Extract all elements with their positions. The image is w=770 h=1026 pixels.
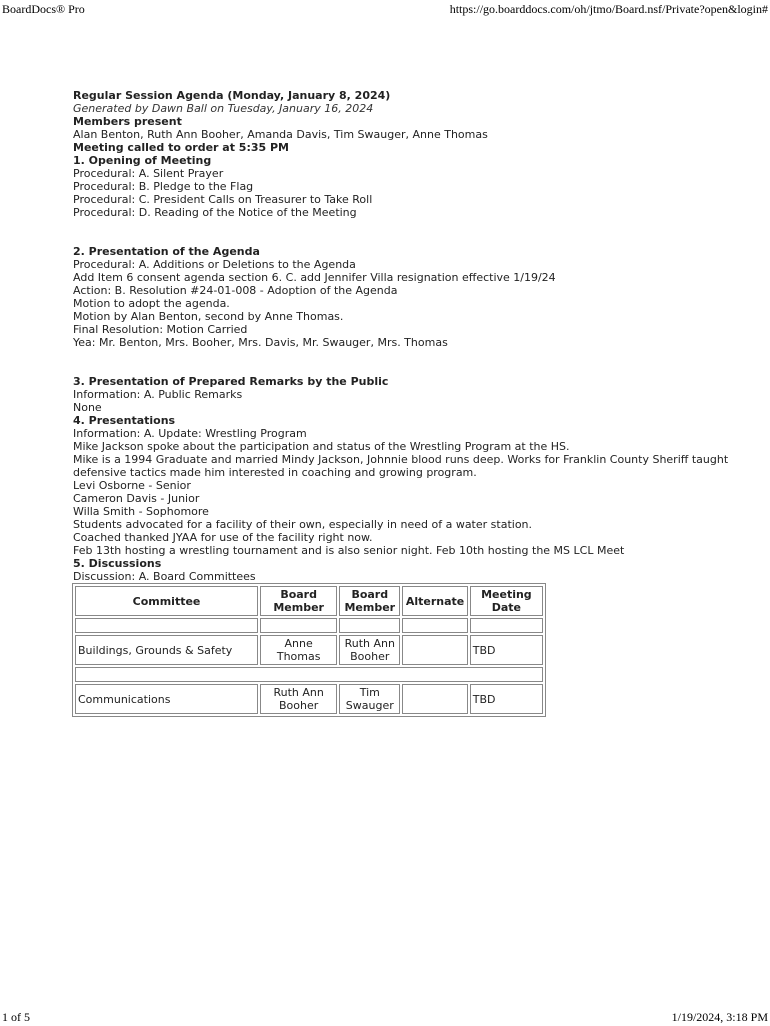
yea-votes: Yea: Mr. Benton, Mrs. Booher, Mrs. Davis, Mr. Swauger, Mrs. Thomas <box>73 336 448 349</box>
agenda-item: Procedural: C. President Calls on Treasurer to Take Roll <box>73 193 373 206</box>
print-header-url: https://go.boarddocs.com/oh/jtmo/Board.nsf/Private?open&login# <box>449 2 768 16</box>
agenda-item-note: Add Item 6 consent agenda section 6. C. add Jennifer Villa resignation effective 1/19/24 <box>73 271 556 284</box>
section-2-title: 2. Presentation of the Agenda <box>73 245 260 258</box>
table-cell <box>402 684 467 714</box>
table-cell: Anne Thomas <box>260 635 337 665</box>
column-header: Board Member <box>339 586 400 616</box>
table-spacer-row <box>75 618 543 633</box>
agenda-item: Procedural: A. Silent Prayer <box>73 167 224 180</box>
page-number: 1 of 5 <box>2 1010 30 1024</box>
table-cell: Ruth Ann Booher <box>339 635 400 665</box>
table-header-row <box>75 586 543 616</box>
student-line: Willa Smith - Sophomore <box>73 505 209 518</box>
document-title: Regular Session Agenda (Monday, January 8, 2024) <box>73 89 391 102</box>
table-cell: TBD <box>470 635 543 665</box>
section-4-title: 4. Presentations <box>73 414 176 427</box>
table-cell: Communications <box>75 684 258 714</box>
presentation-text: Mike is a 1994 Graduate and married Mindy Jackson, Johnnie blood runs deep. Works for Franklin County Sheriff taught <box>73 453 729 466</box>
table-row <box>75 635 543 665</box>
presentation-text: defensive tactics made him interested in coaching and growing program. <box>73 466 477 479</box>
print-header-app-name: BoardDocs® Pro <box>2 2 85 16</box>
agenda-document <box>73 89 733 717</box>
student-line: Cameron Davis - Junior <box>73 492 200 505</box>
agenda-item-note: Motion to adopt the agenda. <box>73 297 230 310</box>
table-cell: Tim Swauger <box>339 684 400 714</box>
agenda-item: Procedural: D. Reading of the Notice of the Meeting <box>73 206 357 219</box>
members-heading: Members present <box>73 115 182 128</box>
print-header <box>0 2 770 18</box>
presentation-text: Students advocated for a facility of their own, especially in need of a water station. <box>73 518 533 531</box>
student-line: Levi Osborne - Senior <box>73 479 191 492</box>
column-header: Alternate <box>402 586 467 616</box>
members-list: Alan Benton, Ruth Ann Booher, Amanda Davis, Tim Swauger, Anne Thomas <box>73 128 488 141</box>
section-3-title: 3. Presentation of Prepared Remarks by the Public <box>73 375 389 388</box>
presentation-text: Coached thanked JYAA for use of the facility right now. <box>73 531 373 544</box>
table-cell: Buildings, Grounds & Safety <box>75 635 258 665</box>
agenda-item: Procedural: B. Pledge to the Flag <box>73 180 254 193</box>
print-timestamp: 1/19/2024, 3:18 PM <box>671 1010 768 1024</box>
presentation-text: Feb 13th hosting a wrestling tournament and is also senior night. Feb 10th hosting the MS LCL Meet <box>73 544 625 557</box>
table-row <box>75 684 543 714</box>
motion-line: Motion by Alan Benton, second by Anne Thomas. <box>73 310 344 323</box>
agenda-item: Action: B. Resolution #24-01-008 - Adoption of the Agenda <box>73 284 398 297</box>
called-to-order: Meeting called to order at 5:35 PM <box>73 141 290 154</box>
generated-by-line: Generated by Dawn Ball on Tuesday, January 16, 2024 <box>73 102 374 115</box>
column-header: Committee <box>75 586 258 616</box>
agenda-item: Information: A. Update: Wrestling Program <box>73 427 307 440</box>
table-cell <box>402 635 467 665</box>
section-5-title: 5. Discussions <box>73 557 162 570</box>
board-committees-table <box>72 583 546 717</box>
table-cell: Ruth Ann Booher <box>260 684 337 714</box>
final-resolution: Final Resolution: Motion Carried <box>73 323 248 336</box>
agenda-item: Procedural: A. Additions or Deletions to the Agenda <box>73 258 356 271</box>
agenda-item-note: Mike Jackson spoke about the participation and status of the Wrestling Program at the HS. <box>73 440 570 453</box>
table-cell: TBD <box>470 684 543 714</box>
table-spacer-row <box>75 667 543 682</box>
column-header: Meeting Date <box>470 586 543 616</box>
agenda-item: Discussion: A. Board Committees <box>73 570 256 583</box>
agenda-item-note: None <box>73 401 102 414</box>
section-1-title: 1. Opening of Meeting <box>73 154 212 167</box>
agenda-item: Information: A. Public Remarks <box>73 388 243 401</box>
column-header: Board Member <box>260 586 337 616</box>
